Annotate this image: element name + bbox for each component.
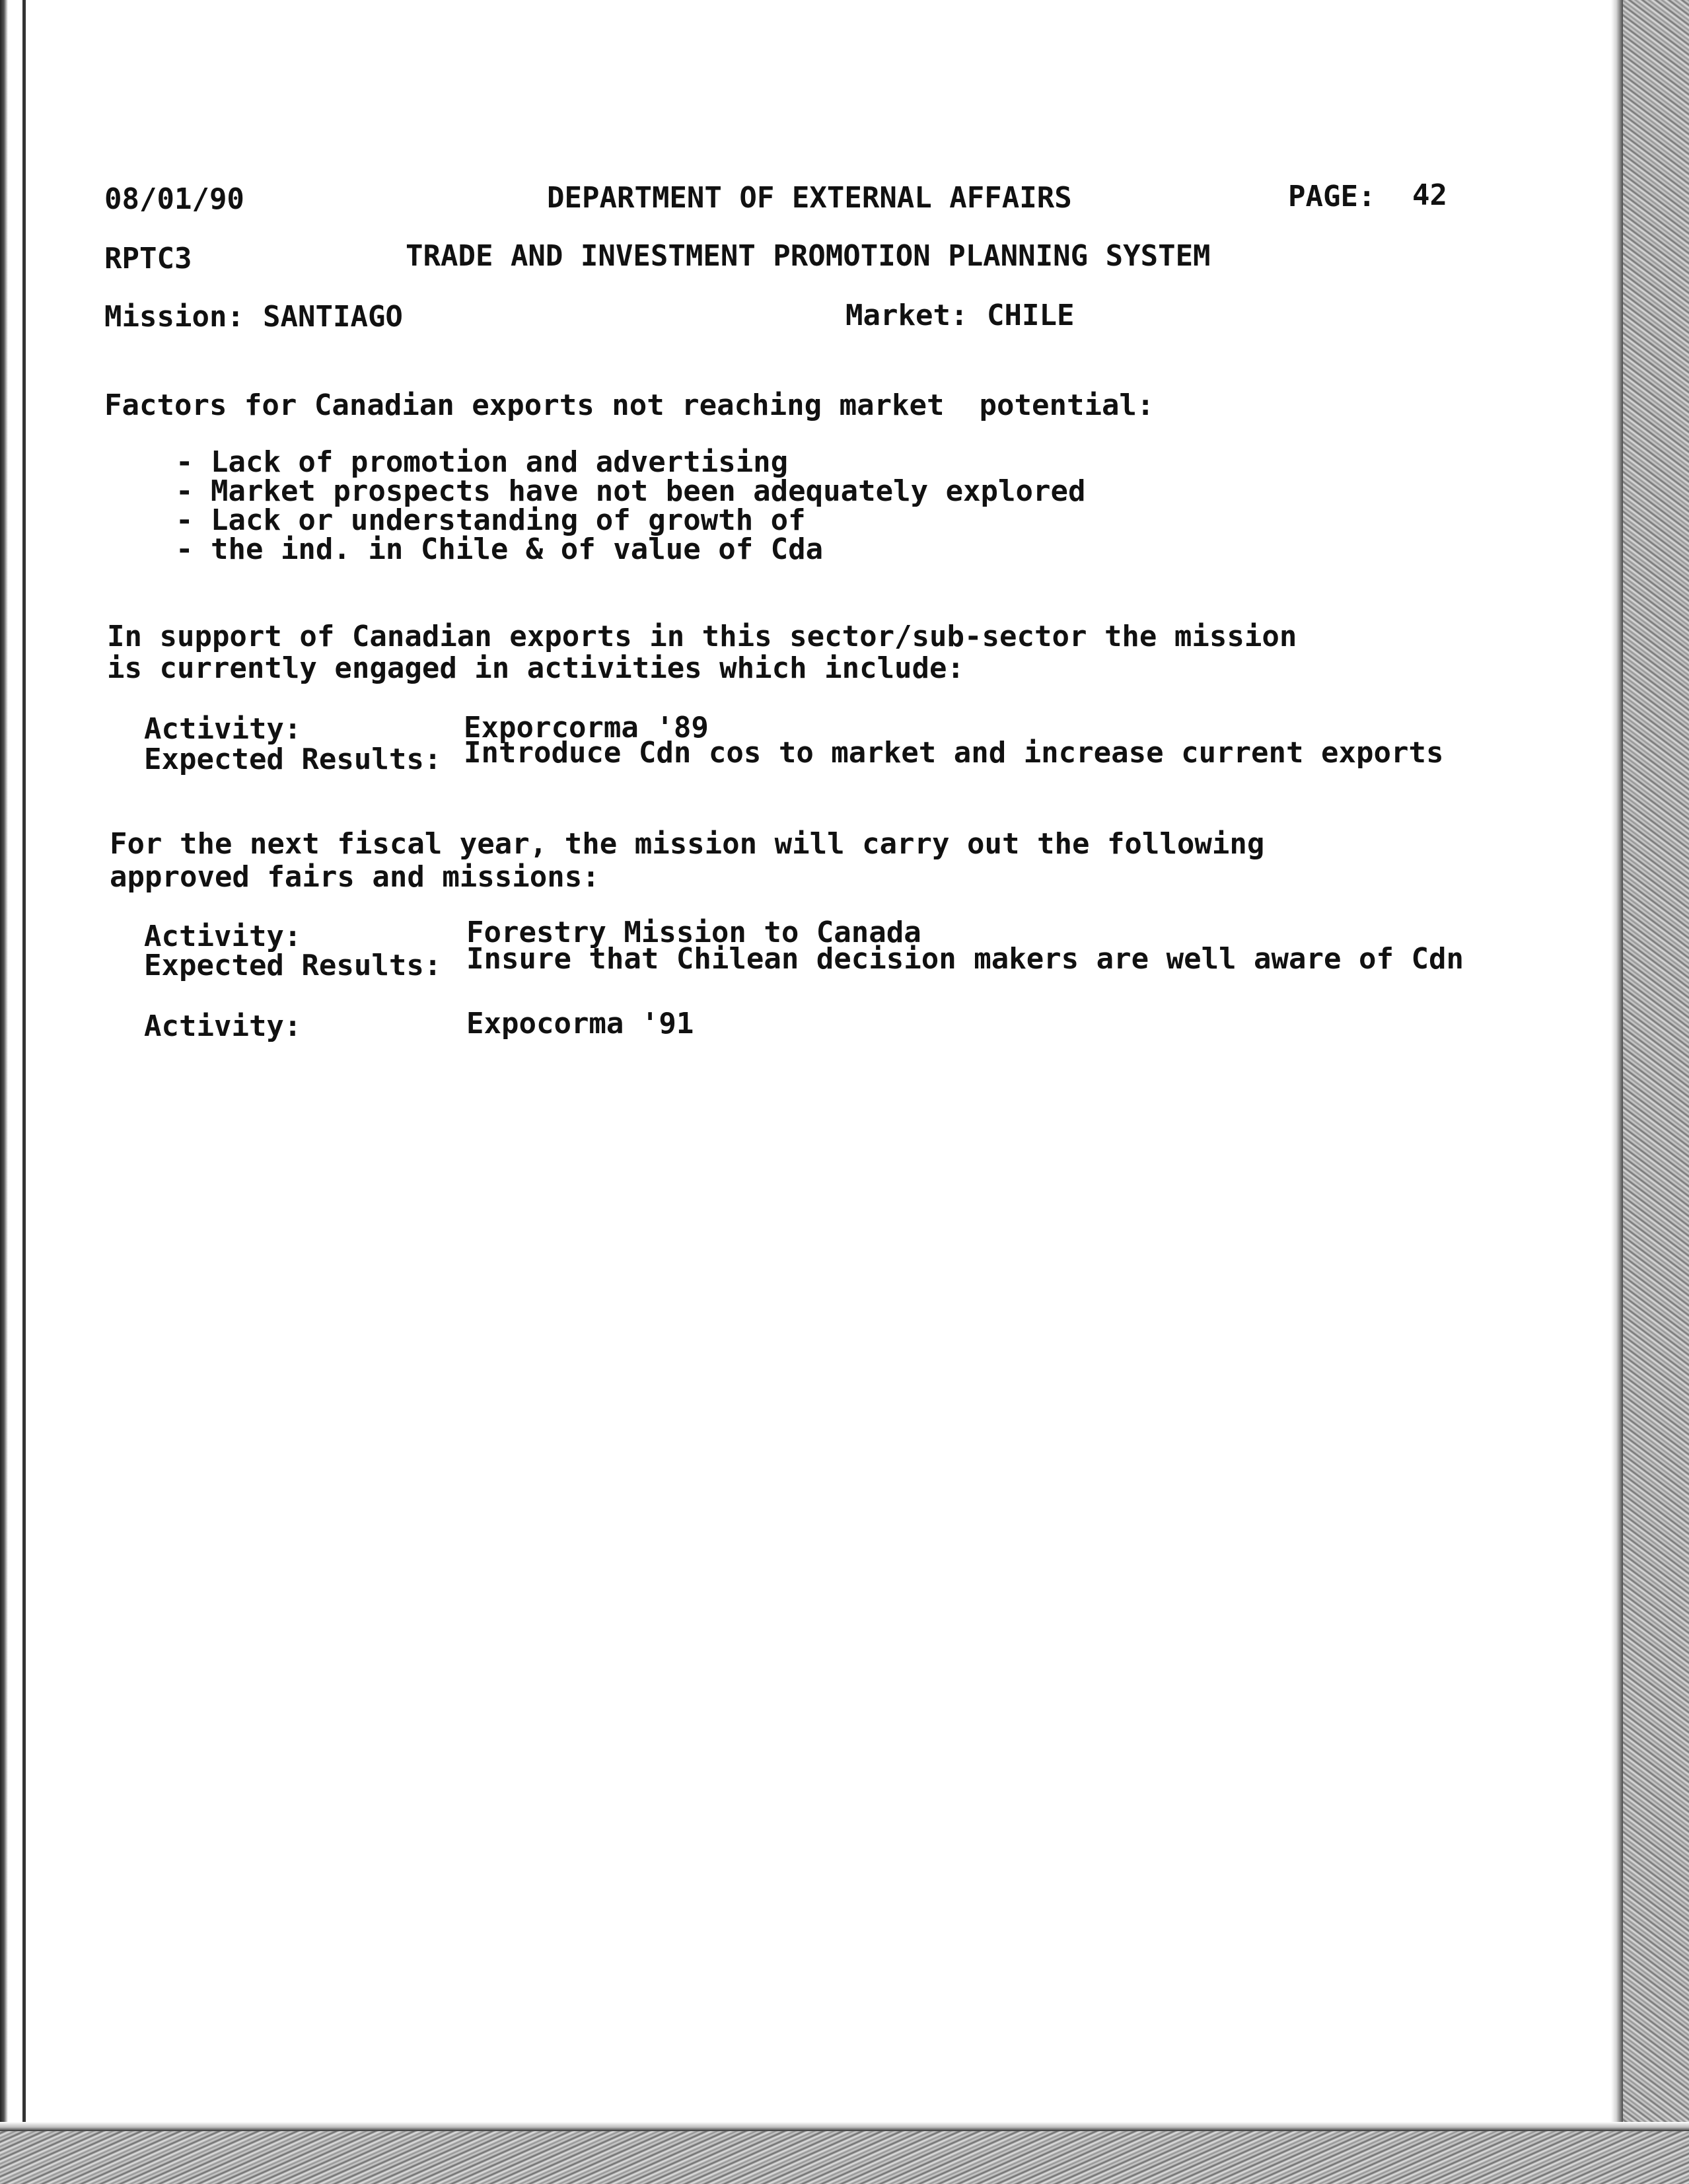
scan-edge-bottom-shadow	[0, 2122, 1689, 2131]
next-fiscal-intro-line-1: For the next fiscal year, the mission will carry out the following	[110, 827, 1265, 861]
market-value: CHILE	[987, 299, 1075, 332]
activity-label: Activity:	[144, 920, 302, 953]
expected-results-label: Expected Results:	[144, 743, 442, 776]
scan-edge-left-line	[22, 0, 26, 2140]
activity-value: Forestry Mission to Canada	[466, 916, 921, 949]
report-date: 08/01/90	[104, 182, 244, 216]
factor-item-3: - Lack or understanding of growth of	[176, 503, 806, 537]
next-fiscal-intro-line-2: approved fairs and missions:	[110, 860, 600, 894]
page-label: PAGE:	[1288, 180, 1376, 213]
scan-edge-right	[1623, 0, 1689, 2184]
expected-results-value: Insure that Chilean decision makers are well aware of Cdn	[466, 942, 1464, 976]
factor-item-4: - the ind. in Chile & of value of Cda	[176, 532, 824, 566]
system-title: TRADE AND INVESTMENT PROMOTION PLANNING SYSTEM	[406, 239, 1211, 273]
scan-edge-bottom	[0, 2131, 1689, 2184]
report-code: RPTC3	[104, 242, 192, 275]
expected-results-value: Introduce Cdn cos to market and increase current exports	[464, 736, 1444, 770]
page-number: 42	[1412, 178, 1447, 212]
activity-label: Activity:	[144, 1009, 302, 1043]
factor-item-1: - Lack of promotion and advertising	[176, 445, 789, 479]
support-intro-line-2: is currently engaged in activities which include:	[107, 651, 965, 685]
activity-value: Exporcorma '89	[464, 711, 709, 745]
scan-edge-left	[0, 0, 8, 2184]
mission-label: Mission:	[104, 300, 244, 334]
factors-heading: Factors for Canadian exports not reaching market potential:	[104, 388, 1155, 422]
activity-label: Activity:	[144, 712, 302, 746]
department-title: DEPARTMENT OF EXTERNAL AFFAIRS	[547, 181, 1072, 215]
activity-value: Expocorma '91	[466, 1007, 694, 1040]
market-label: Market:	[845, 299, 968, 332]
scan-edge-right-shadow	[1611, 0, 1623, 2184]
mission-value: SANTIAGO	[263, 300, 403, 334]
support-intro-line-1: In support of Canadian exports in this sector/sub-sector the mission	[107, 620, 1297, 653]
factor-item-2: - Market prospects have not been adequately explored	[176, 474, 1086, 508]
expected-results-label: Expected Results:	[144, 949, 442, 982]
